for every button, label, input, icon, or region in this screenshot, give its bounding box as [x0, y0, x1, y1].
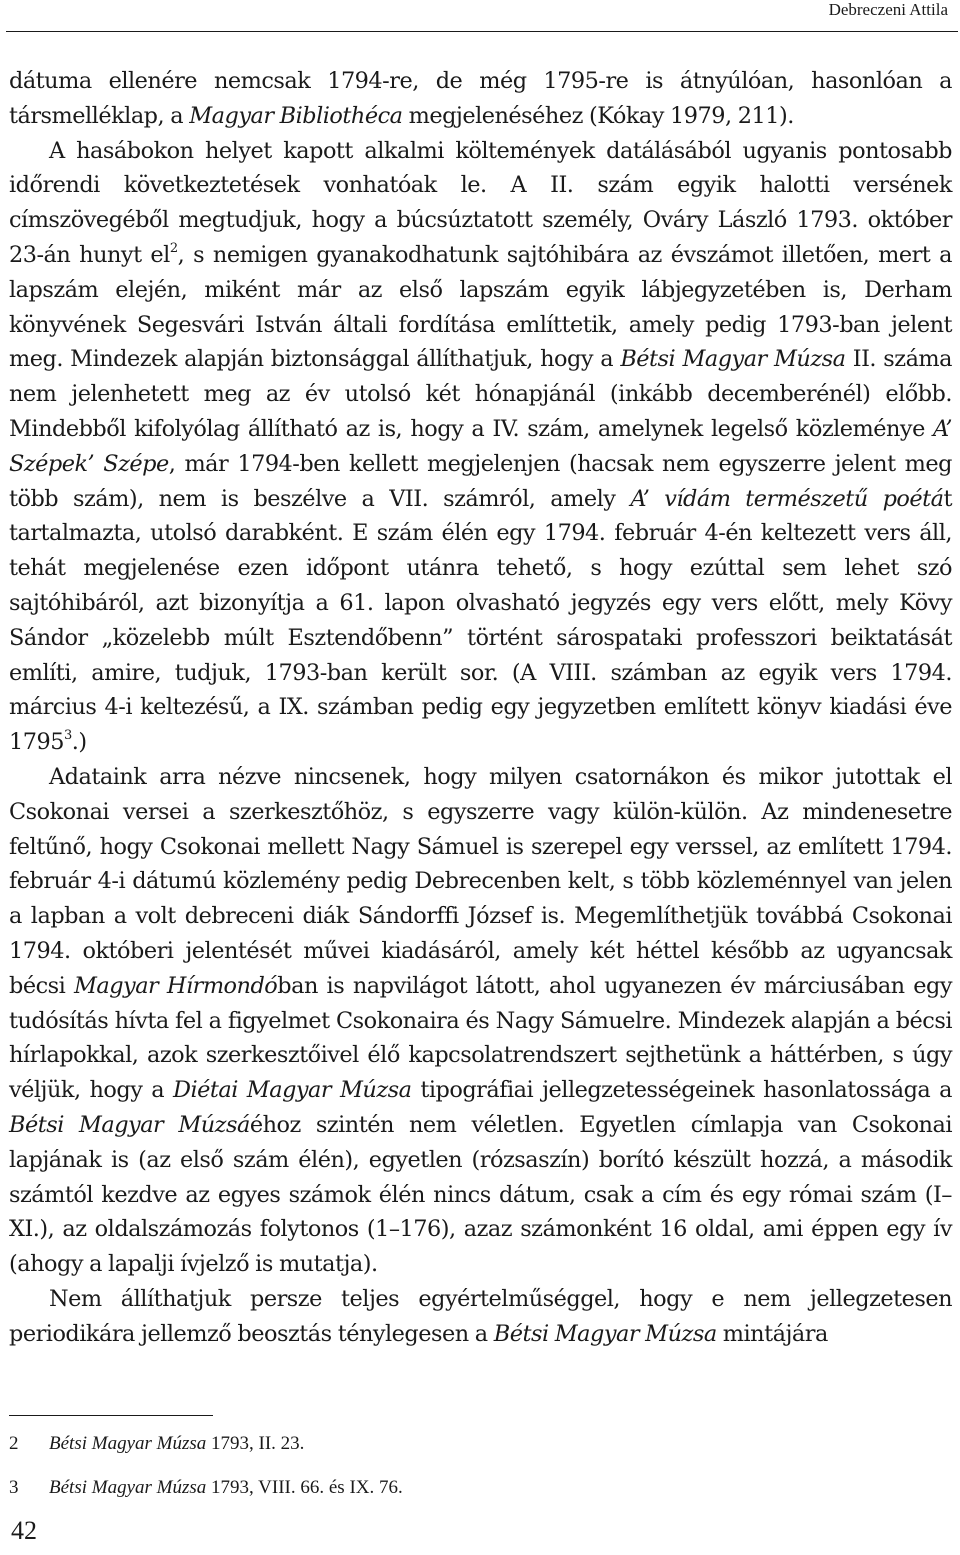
paragraph: [9, 64, 952, 134]
italic-title: A’ Szépek’ Szépe: [9, 415, 952, 477]
footnote-title: Bétsi Magyar Múzsa: [49, 1477, 207, 1498]
text-run: megjelenéséhez (Kókay 1979, 211).: [402, 102, 794, 129]
footnote-reference: 2: [169, 240, 178, 256]
footnote-text: [49, 1427, 304, 1460]
text-run: ban is napvilágot látott, ahol ugyanezen év márciusában egy tudósítás hívta fel a figyelmet Csokonaira és Nagy Sámuelre. Mindezek alapján a bécsi hírlapokkal, azok szerkesztőivel élő kapcsolatrendszert sejthetünk a háttérben, s úgy véljük, hogy a: [9, 972, 953, 1104]
footnote: [9, 1427, 952, 1460]
paragraph: [9, 760, 952, 1282]
text-run: II. száma nem jelenhetett meg az év utolsó két hónapjánál (inkább decemberénél) előbb. Mindebből kifolyólag állítható az is, hogy a IV. szám, amelynek legelső közleménye: [9, 346, 952, 442]
footnote-text: [49, 1471, 403, 1504]
running-head: Debreczeni Attila: [828, 0, 948, 19]
text-run: Adataink arra nézve nincsenek, hogy milyen csatornákon és mikor jutottak el Csokonai versei a szerkesztőhöz, s egyszerre vagy külön-külön. Az mindenesetre feltűnő, hogy Csokonai mellett Nagy Sámuel is szerepel egy verssel, az említett 1794. február 4-i dátumú közlemény pedig Debrecenben kelt, s több közleménnyel van jelen a lapban a volt debreceni diák Sándorffi József is. Megemlíthetjük továbbá Csokonai 1794. októberi jelentését művei kiadásáról, amely két héttel később az ugyancsak bécsi: [9, 763, 952, 999]
text-run: t tartalmazta, utolsó darabként. E szám élén egy 1794. február 4-én keltezett vers áll, tehát megjelenése ezen időpont utánra tehető, s hogy ezúttal sem lehet szó sajtóhibáról, azt bizonyítja a 61. lapon olvasható jegyzés egy vers előtt, mely Kövy Sándor „közelebb múlt Esztendőbenn” történt sárospataki professzori beiktatását említi, amire, tudjuk, 1793-ban került sor. (A VIII. számban az egyik vers 1794. március 4-i keltezésű, a IX. számban pedig egy jegyzetben említett könyv kiadási éve 1795: [9, 485, 952, 756]
text-run: mintájára: [716, 1320, 828, 1347]
paragraph: [9, 134, 952, 760]
body-text: [9, 64, 952, 1351]
footnotes: [9, 1427, 952, 1515]
footnote-number: 2: [9, 1433, 19, 1454]
text-run: , már 1794-ben kellett megjelenjen (hacsak nem egyszerre jelent meg több szám), nem is beszélve a VII. számról, amely: [9, 450, 952, 512]
footnote: [9, 1471, 952, 1504]
paragraph: [9, 1282, 952, 1352]
text-run: tipográfiai jellegzetességeinek hasonlatossága a: [411, 1077, 952, 1104]
italic-title: A’ vídám természetű poétá: [630, 485, 944, 512]
italic-title: Magyar Bibliothéca: [189, 102, 403, 129]
text-run: Nem állíthatjuk persze teljes egyértelműséggel, hogy e nem jellegzetesen periodikára jellemző beosztás ténylegesen a: [9, 1285, 952, 1347]
footnote-citation: 1793, II. 23.: [206, 1433, 305, 1454]
footnote-title: Bétsi Magyar Múzsa: [49, 1433, 207, 1454]
header-rule: [6, 31, 958, 32]
footnote-citation: 1793, VIII. 66. és IX. 76.: [206, 1477, 403, 1498]
footnote-separator: [9, 1415, 213, 1416]
italic-title: Bétsi Magyar Múzsa: [620, 346, 846, 373]
italic-title: Bétsi Magyar Múzsa: [493, 1320, 717, 1347]
text-run: dátuma ellenére nemcsak 1794-re, de még 1795-re is átnyúlóan, hasonlóan a társmelléklap, a: [9, 68, 952, 129]
text-run: , s nemigen gyanakodhatunk sajtóhibára az évszámot illetően, mert a lapszám elején, miként már az első lapszám egyik lábjegyzetében is, Derham könyvének Segesvári István általi fordítása említtetik, amely pedig 1793-ban jelent meg. Mindezek alapján biztonsággal állíthatjuk, hogy a: [9, 241, 952, 373]
text-run: .): [71, 729, 87, 756]
text-run: A hasábokon helyet kapott alkalmi költemények datálásából ugyanis pontosabb időrendi következtetések vonhatóak le. A II. szám egyik halotti versének címszövegéből megtudjuk, hogy a búcsúztatott személy, Ováry László 1793. október 23-án hunyt el: [9, 137, 952, 268]
text-run: éhoz szintén nem véletlen. Egyetlen címlapja van Csokonai lapjának is (az első szám élén), egyetlen (rózsaszín) borító készült hozzá, a második számtól kezdve az egyes számok élén nincs dátum, csak a cím és egy római szám (I–XI.), az oldalszámozás folytonos (1–176), azaz számonként 16 oldal, ami éppen egy ív (ahogy a lapalji ívjelző is mutatja).: [9, 1111, 952, 1278]
footnote-number: 3: [9, 1477, 19, 1498]
italic-title: Bétsi Magyar Múzsá: [9, 1111, 250, 1138]
italic-title: Diétai Magyar Múzsa: [173, 1077, 412, 1104]
italic-title: Magyar Hírmondó: [73, 972, 278, 999]
footnote-reference: 3: [63, 728, 72, 744]
page-number: 42: [11, 1516, 37, 1545]
